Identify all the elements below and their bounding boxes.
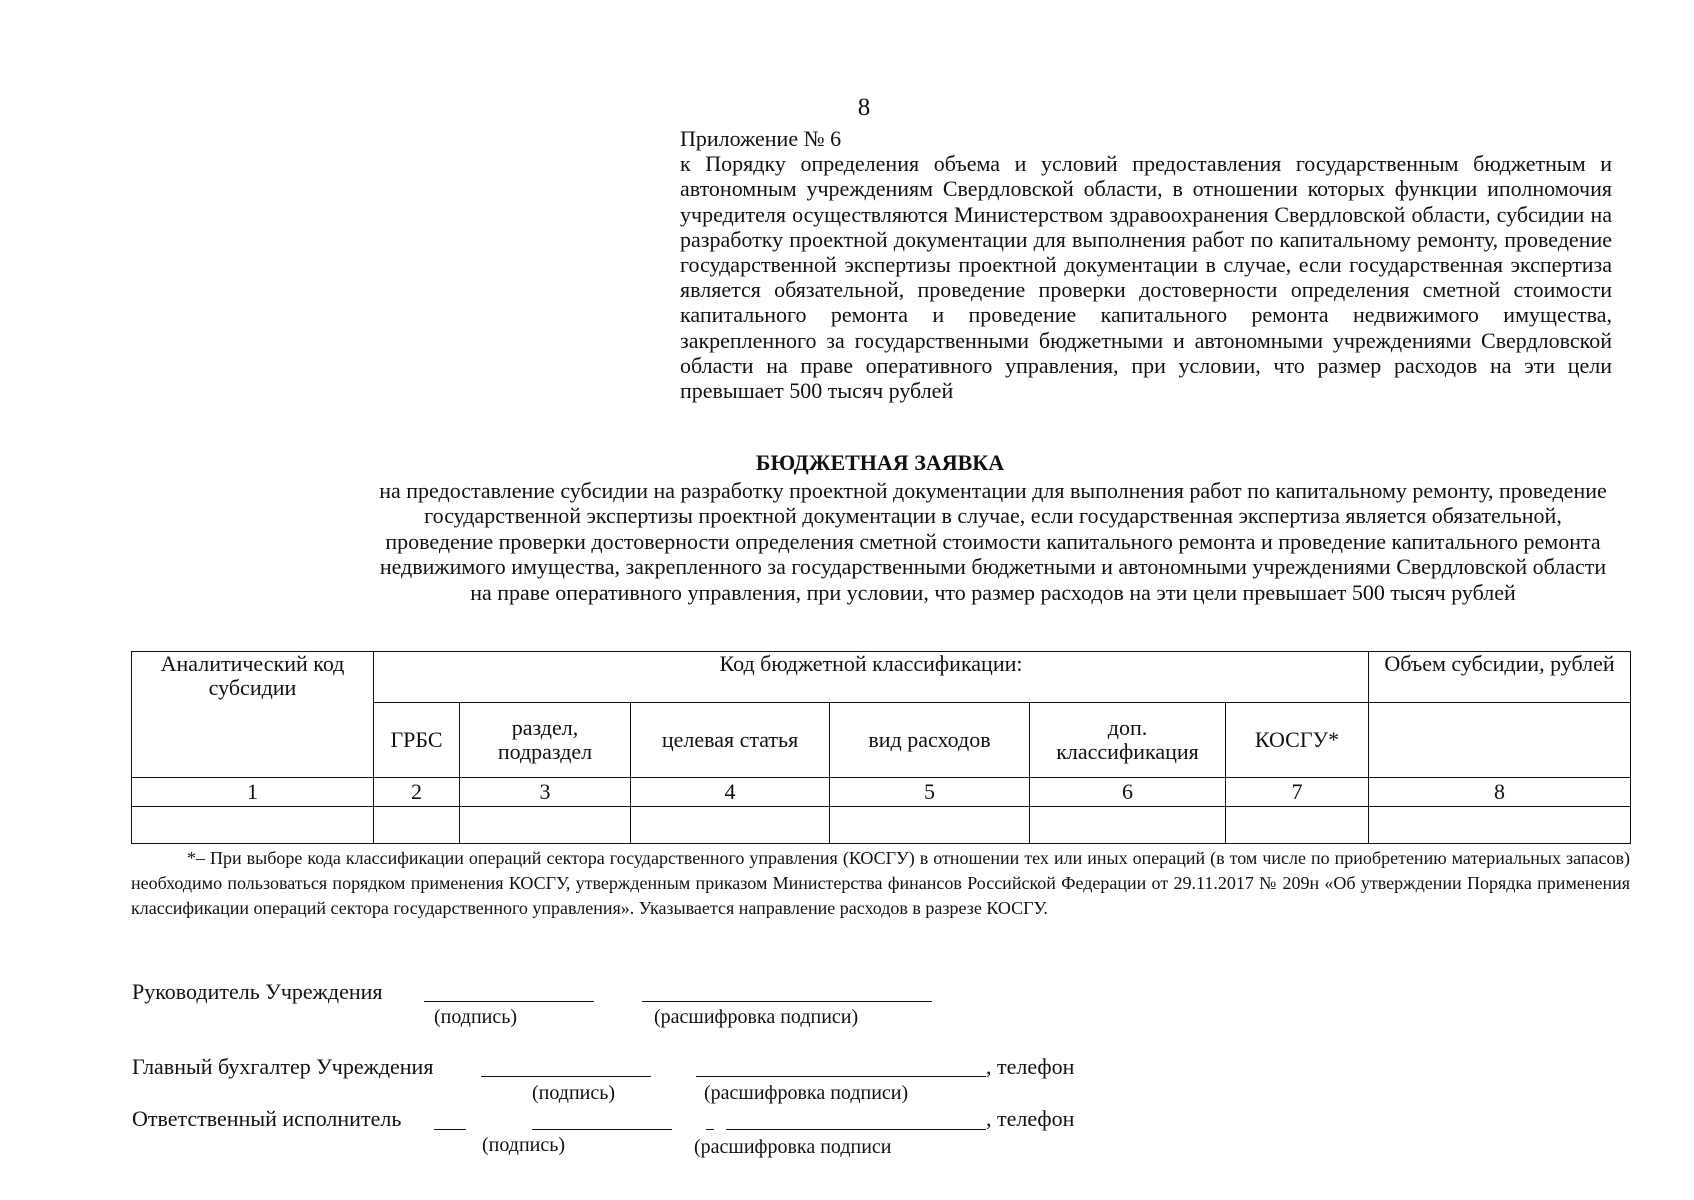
table-cell[interactable] xyxy=(830,807,1030,844)
head-sign-caption: (подпись) xyxy=(434,1006,518,1028)
head-decode-line[interactable] xyxy=(642,1001,932,1002)
table-cell[interactable] xyxy=(460,807,631,844)
column-number: 6 xyxy=(1030,778,1226,807)
head-label: Руководитель Учреждения xyxy=(132,979,383,1004)
table-cell[interactable] xyxy=(1030,807,1226,844)
column-number: 7 xyxy=(1226,778,1369,807)
header-subsidy-volume: Объем субсидии, рублей xyxy=(1369,652,1631,703)
column-number: 4 xyxy=(631,778,830,807)
executor-decode-caption: (расшифровка подписи xyxy=(694,1136,892,1158)
header-analytic-code: Аналитический код субсидии xyxy=(132,652,374,778)
column-number: 2 xyxy=(374,778,460,807)
accountant-decode-caption: (расшифровка подписи) xyxy=(704,1082,909,1104)
executor-sign-caption: (подпись) xyxy=(482,1134,566,1156)
executor-line-tick xyxy=(706,1129,714,1130)
executor-decode-line[interactable] xyxy=(726,1129,986,1130)
executor-label: Ответственный исполнитель xyxy=(132,1106,402,1131)
accountant-label: Главный бухгалтер Учреждения xyxy=(132,1054,434,1079)
table-cell[interactable] xyxy=(132,807,374,844)
accountant-phone: , телефон xyxy=(986,1054,1075,1079)
header-section: раздел, подраздел xyxy=(460,703,631,778)
annex-title: Приложение № 6 xyxy=(680,126,842,151)
table-cell[interactable] xyxy=(1226,807,1369,844)
document-title: БЮДЖЕТНАЯ ЗАЯВКА xyxy=(755,450,1005,475)
table-row xyxy=(132,807,1631,844)
column-number: 8 xyxy=(1369,778,1631,807)
table-number-row xyxy=(132,778,1631,807)
executor-phone: , телефон xyxy=(986,1106,1075,1131)
accountant-signature-line[interactable] xyxy=(481,1076,651,1077)
footnote: *– При выборе кода классификации операций сектора государственного управления (КОСГУ) в отношении тех или иных операций (в том числе по приобретению материальных запасов) необходимо пользоваться порядком применения КОСГУ, утвержденным приказом Министерства финансов Российской Федерации от 29.11.2017 № 209н «Об утверждении Порядка применения классификации операций сектора государственного управления». Указывается направление расходов в разрезе КОСГУ. xyxy=(131,848,1630,918)
column-number: 1 xyxy=(132,778,374,807)
head-decode-caption: (расшифровка подписи) xyxy=(654,1006,859,1028)
header-kbk: Код бюджетной классификации: xyxy=(374,652,1369,703)
annex-text: к Порядку определения объема и условий предоставления государственным бюджетным и автономным учреждениям Свердловской области, в отношении которых функции иполномочия учредителя осуществляются Министерством здравоохранения Свердловской области, субсидии на разработку проектной документации для выполнения работ по капитальному ремонту, проведение государственной экспертизы проектной документации в случае, если государственная экспертиза является обязательной, проведение проверки достоверности определения сметной стоимости капитального ремонта и проведение капитального ремонта недвижимого имущества, закрепленного за государственными бюджетными и автономными учреждениями Свердловской области на праве оперативного управления, при условии, что размер расходов на эти цели превышает 500 тысяч рублей xyxy=(680,151,1612,404)
head-signature-line[interactable] xyxy=(424,1001,594,1002)
table-cell[interactable] xyxy=(1369,807,1631,844)
header-extra-classification: доп. классификация xyxy=(1030,703,1226,778)
header-grbs: ГРБС xyxy=(374,703,460,778)
header-volume-empty xyxy=(1369,703,1631,778)
page-number: 8 xyxy=(857,94,871,121)
accountant-decode-line[interactable] xyxy=(696,1076,986,1077)
header-expense-type: вид расходов xyxy=(830,703,1030,778)
accountant-sign-caption: (подпись) xyxy=(532,1082,616,1104)
table-cell[interactable] xyxy=(374,807,460,844)
header-kosgu: КОСГУ* xyxy=(1226,703,1369,778)
column-number: 5 xyxy=(830,778,1030,807)
table-header-row xyxy=(132,652,1631,703)
header-target-article: целевая статья xyxy=(631,703,830,778)
executor-signature-line[interactable] xyxy=(532,1129,672,1130)
annex-block xyxy=(680,126,1612,403)
document-subtitle: на предоставление субсидии на разработку проектной документации для выполнения работ по капитальному ремонту, проведение государственной экспертизы проектной документации в случае, если государственная экспертиза является обязательной, проведение проверки достоверности определения сметной стоимости капитального ремонта и проведение капитального ремонта недвижимого имущества, закрепленного за государственными бюджетными и автономными учреждениями Свердловской области на праве оперативного управления, при условии, что размер расходов на эти цели превышает 500 тысяч рублей xyxy=(379,478,1607,605)
column-number: 3 xyxy=(460,778,631,807)
table-cell[interactable] xyxy=(631,807,830,844)
budget-classification-table xyxy=(131,651,1631,844)
executor-line-short[interactable] xyxy=(434,1129,466,1130)
